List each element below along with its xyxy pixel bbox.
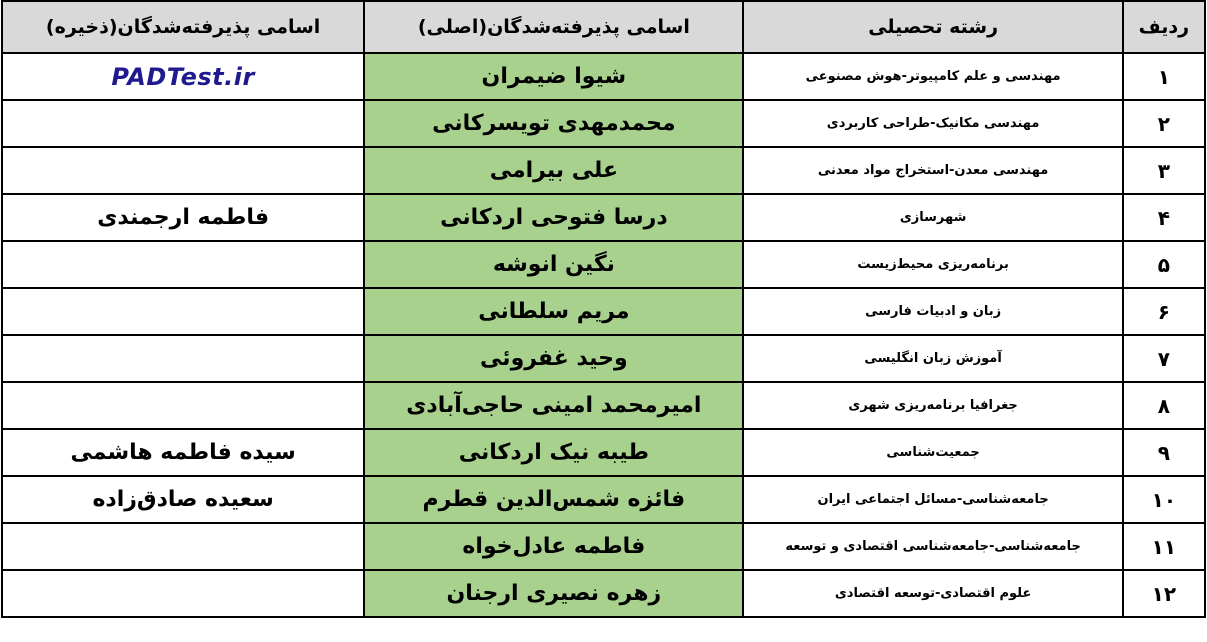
field-cell: زبان و ادبیات فارسی xyxy=(743,288,1122,335)
header-row-number: ردیف xyxy=(1123,1,1205,53)
field-cell: برنامه‌ریزی محیط‌زیست xyxy=(743,241,1122,288)
main-admitted-cell: وحید غفروئی xyxy=(364,335,743,382)
reserve-admitted-cell: سعیده صادق‌زاده xyxy=(2,476,364,523)
table-row xyxy=(2,194,1205,241)
table-row xyxy=(2,429,1205,476)
reserve-admitted-cell xyxy=(2,335,364,382)
main-admitted-cell: علی بیرامی xyxy=(364,147,743,194)
row-number-cell: ۱۲ xyxy=(1123,570,1205,617)
row-number-cell: ۵ xyxy=(1123,241,1205,288)
reserve-admitted-cell: سیده فاطمه هاشمی xyxy=(2,429,364,476)
reserve-admitted-cell xyxy=(2,100,364,147)
main-admitted-cell: امیرمحمد امینی حاجی‌آبادی xyxy=(364,382,743,429)
table-row xyxy=(2,523,1205,570)
reserve-admitted-cell xyxy=(2,241,364,288)
table-row xyxy=(2,241,1205,288)
field-cell: مهندسی مکانیک-طراحی کاربردی xyxy=(743,100,1122,147)
table-row xyxy=(2,288,1205,335)
row-number-cell: ۷ xyxy=(1123,335,1205,382)
row-number-cell: ۸ xyxy=(1123,382,1205,429)
row-number-cell: ۱۱ xyxy=(1123,523,1205,570)
main-admitted-cell: درسا فتوحی اردکانی xyxy=(364,194,743,241)
main-admitted-cell: نگین انوشه xyxy=(364,241,743,288)
field-cell: جامعه‌شناسی-جامعه‌شناسی اقتصادی و توسعه xyxy=(743,523,1122,570)
field-cell: شهرسازی xyxy=(743,194,1122,241)
main-admitted-cell: مریم سلطانی xyxy=(364,288,743,335)
reserve-admitted-cell xyxy=(2,570,364,617)
field-cell: جغرافیا برنامه‌ریزی شهری xyxy=(743,382,1122,429)
table-row xyxy=(2,147,1205,194)
row-number-cell: ۱ xyxy=(1123,53,1205,100)
table-row xyxy=(2,382,1205,429)
header-field: رشته تحصیلی xyxy=(743,1,1122,53)
reserve-admitted-cell xyxy=(2,382,364,429)
row-number-cell: ۹ xyxy=(1123,429,1205,476)
row-number-cell: ۶ xyxy=(1123,288,1205,335)
table-body xyxy=(2,53,1205,617)
watermark-logo: PADTest.ir xyxy=(111,62,255,91)
row-number-cell: ۲ xyxy=(1123,100,1205,147)
main-admitted-cell: محمدمهدی تویسرکانی xyxy=(364,100,743,147)
field-cell: آموزش زبان انگلیسی xyxy=(743,335,1122,382)
row-number-cell: ۱۰ xyxy=(1123,476,1205,523)
reserve-admitted-cell xyxy=(2,53,364,100)
table-row xyxy=(2,476,1205,523)
table-row xyxy=(2,570,1205,617)
reserve-admitted-cell xyxy=(2,147,364,194)
row-number-cell: ۴ xyxy=(1123,194,1205,241)
table-row xyxy=(2,53,1205,100)
reserve-admitted-cell xyxy=(2,523,364,570)
header-reserve-admitted: اسامی پذیرفته‌شدگان(ذخیره) xyxy=(2,1,364,53)
header-main-admitted: اسامی پذیرفته‌شدگان(اصلی) xyxy=(364,1,743,53)
header-row xyxy=(2,1,1205,53)
row-number-cell: ۳ xyxy=(1123,147,1205,194)
table-row xyxy=(2,100,1205,147)
main-admitted-cell: طیبه نیک اردکانی xyxy=(364,429,743,476)
field-cell: مهندسی معدن-استخراج مواد معدنی xyxy=(743,147,1122,194)
table-row xyxy=(2,335,1205,382)
admissions-table xyxy=(1,0,1206,618)
field-cell: جامعه‌شناسی-مسائل اجتماعی ایران xyxy=(743,476,1122,523)
reserve-admitted-cell: فاطمه ارجمندی xyxy=(2,194,364,241)
main-admitted-cell: فاطمه عادل‌خواه xyxy=(364,523,743,570)
main-admitted-cell: شیوا ضیمران xyxy=(364,53,743,100)
main-admitted-cell: زهره نصیری ارجنان xyxy=(364,570,743,617)
main-admitted-cell: فائزه شمس‌الدین قطرم xyxy=(364,476,743,523)
reserve-admitted-cell xyxy=(2,288,364,335)
field-cell: جمعیت‌شناسی xyxy=(743,429,1122,476)
field-cell: مهندسی و علم کامپیوتر-هوش مصنوعی xyxy=(743,53,1122,100)
field-cell: علوم اقتصادی-توسعه اقتصادی xyxy=(743,570,1122,617)
